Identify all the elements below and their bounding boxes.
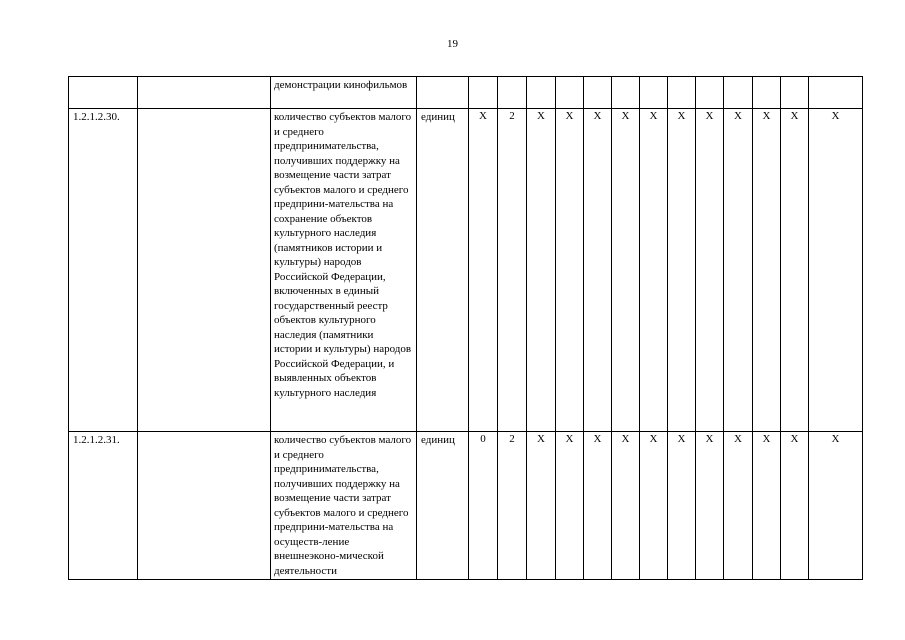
- value-cell: Х: [668, 109, 696, 432]
- value-cell: [612, 77, 640, 109]
- code-cell: 1.2.1.2.30.: [69, 109, 138, 432]
- value-cell: Х: [809, 432, 863, 580]
- value-cell: Х: [640, 432, 668, 580]
- value-cell: Х: [612, 432, 640, 580]
- value-cell: [498, 77, 527, 109]
- value-cell: Х: [640, 109, 668, 432]
- value-cell: Х: [781, 432, 809, 580]
- unit-cell: единиц: [417, 109, 469, 432]
- value-cell: 0: [469, 432, 498, 580]
- value-cell: Х: [753, 109, 781, 432]
- value-cell: Х: [668, 432, 696, 580]
- empty-cell: [138, 432, 271, 580]
- unit-cell: единиц: [417, 432, 469, 580]
- value-cell: Х: [696, 109, 724, 432]
- description-cell: количество субъектов малого и среднего предпринимательства, получивших поддержку на возмещение части затрат субъектов малого и среднего предприни-мательства на сохранение объектов культурного наследия (памятников истории и культуры) народов Российской Федерации, включенных в единый государственный реестр объектов культурного наследия (памятники истории и культуры) народов Российской Федерации, и выявленных объектов культурного наследия: [271, 109, 417, 432]
- value-cell: [469, 77, 498, 109]
- indicator-table: [68, 76, 863, 580]
- value-cell: Х: [469, 109, 498, 432]
- value-cell: Х: [556, 109, 584, 432]
- value-cell: Х: [612, 109, 640, 432]
- value-cell: Х: [527, 432, 556, 580]
- value-cell: Х: [696, 432, 724, 580]
- value-cell: Х: [724, 432, 753, 580]
- value-cell: [809, 77, 863, 109]
- table-row: [69, 109, 863, 432]
- description-cell: количество субъектов малого и среднего предпринимательства, получивших поддержку на возмещение части затрат субъектов малого и среднего предприни-мательства на осуществ-ление внешнеэконо-мической деятельности: [271, 432, 417, 580]
- value-cell: Х: [753, 432, 781, 580]
- table-row: [69, 77, 863, 109]
- value-cell: [668, 77, 696, 109]
- value-cell: [527, 77, 556, 109]
- code-cell: 1.2.1.2.31.: [69, 432, 138, 580]
- value-cell: Х: [584, 109, 612, 432]
- value-cell: Х: [809, 109, 863, 432]
- value-cell: Х: [584, 432, 612, 580]
- value-cell: Х: [556, 432, 584, 580]
- value-cell: [724, 77, 753, 109]
- value-cell: 2: [498, 109, 527, 432]
- value-cell: [781, 77, 809, 109]
- description-cell: демонстрации кинофильмов: [271, 77, 417, 109]
- value-cell: Х: [527, 109, 556, 432]
- empty-cell: [138, 109, 271, 432]
- value-cell: 2: [498, 432, 527, 580]
- value-cell: [556, 77, 584, 109]
- value-cell: [584, 77, 612, 109]
- value-cell: [753, 77, 781, 109]
- table-body: [69, 77, 863, 580]
- page-number: 19: [447, 38, 458, 50]
- value-cell: [640, 77, 668, 109]
- value-cell: [696, 77, 724, 109]
- value-cell: Х: [724, 109, 753, 432]
- code-cell: [69, 77, 138, 109]
- value-cell: Х: [781, 109, 809, 432]
- unit-cell: [417, 77, 469, 109]
- empty-cell: [138, 77, 271, 109]
- table-row: [69, 432, 863, 580]
